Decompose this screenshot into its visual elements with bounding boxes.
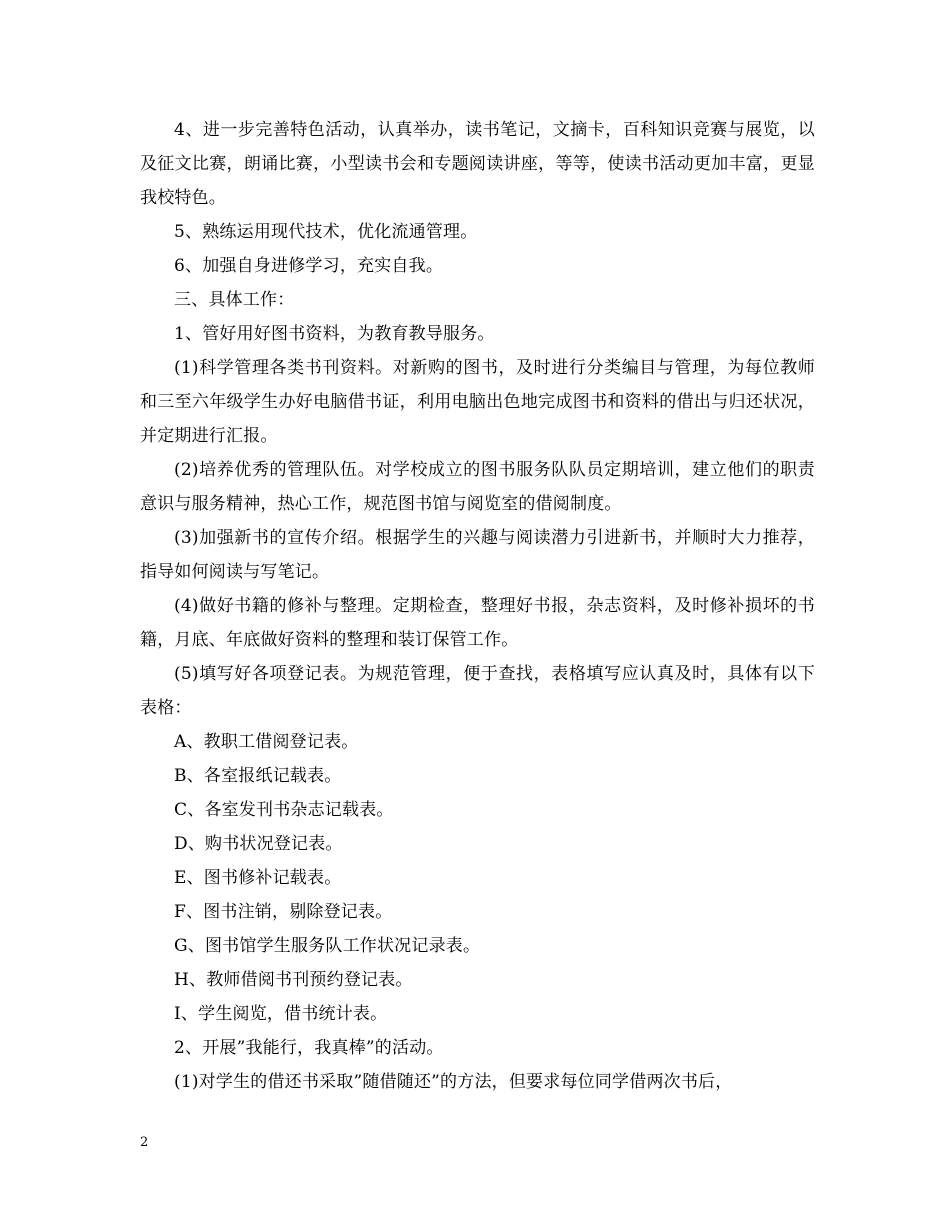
section-heading: 三、具体工作： — [174, 290, 295, 310]
paragraph: 2、开展”我能行，我真棒”的活动。 — [174, 1038, 444, 1058]
paragraph: 4、进一步完善特色活动，认真举办，读书笔记，文摘卡，百科知识竞赛与展览，以及征文比赛，朗诵比赛，小型读书会和专题阅读讲座，等等，使读书活动更加丰富，更显我校特色。 — [140, 120, 815, 208]
paragraph: 6、加强自身进修学习，充实自我。 — [174, 256, 444, 276]
paragraph: (2)培养优秀的管理队伍。对学校成立的图书服务队队员定期培训，建立他们的职责意识与服务精神，热心工作，规范图书馆与阅览室的借阅制度。 — [140, 460, 815, 514]
paragraph: (1)科学管理各类书刊资料。对新购的图书，及时进行分类编目与管理，为每位教师和三至六年级学生办好电脑借书证，利用电脑出色地完成图书和资料的借出与归还状况，并定期进行汇报。 — [140, 358, 815, 446]
list-item: A、教职工借阅登记表。 — [174, 732, 359, 752]
list-item: C、各室发刊书杂志记载表。 — [174, 800, 394, 820]
list-item: I、学生阅览，借书统计表。 — [174, 1004, 388, 1024]
paragraph: (3)加强新书的宣传介绍。根据学生的兴趣与阅读潜力引进新书，并顺时大力推荐，指导如何阅读与写笔记。 — [140, 528, 815, 582]
paragraph: 5、熟练运用现代技术，优化流通管理。 — [174, 222, 478, 242]
list-item: H、教师借阅书刊预约登记表。 — [174, 970, 413, 990]
list-item: B、各室报纸记载表。 — [174, 766, 342, 786]
list-item: D、购书状况登记表。 — [174, 834, 343, 854]
list-item: F、图书注销，剔除登记表。 — [174, 902, 393, 922]
paragraph: (5)填写好各项登记表。为规范管理，便于查找，表格填写应认真及时，具体有以下表格： — [140, 664, 815, 718]
list-item: E、图书修补记载表。 — [174, 868, 342, 888]
paragraph: (4)做好书籍的修补与整理。定期检查，整理好书报，杂志资料，及时修补损坏的书籍，月底、年底做好资料的整理和装订保管工作。 — [140, 596, 815, 650]
paragraph: (1)对学生的借还书采取”随借随还”的方法，但要求每位同学借两次书后， — [174, 1072, 733, 1092]
paragraph: 1、管好用好图书资料，为教育教导服务。 — [174, 324, 495, 344]
page-number: 2 — [140, 1135, 149, 1150]
document-body — [140, 113, 815, 1099]
list-item: G、图书馆学生服务队工作状况记录表。 — [174, 936, 481, 956]
